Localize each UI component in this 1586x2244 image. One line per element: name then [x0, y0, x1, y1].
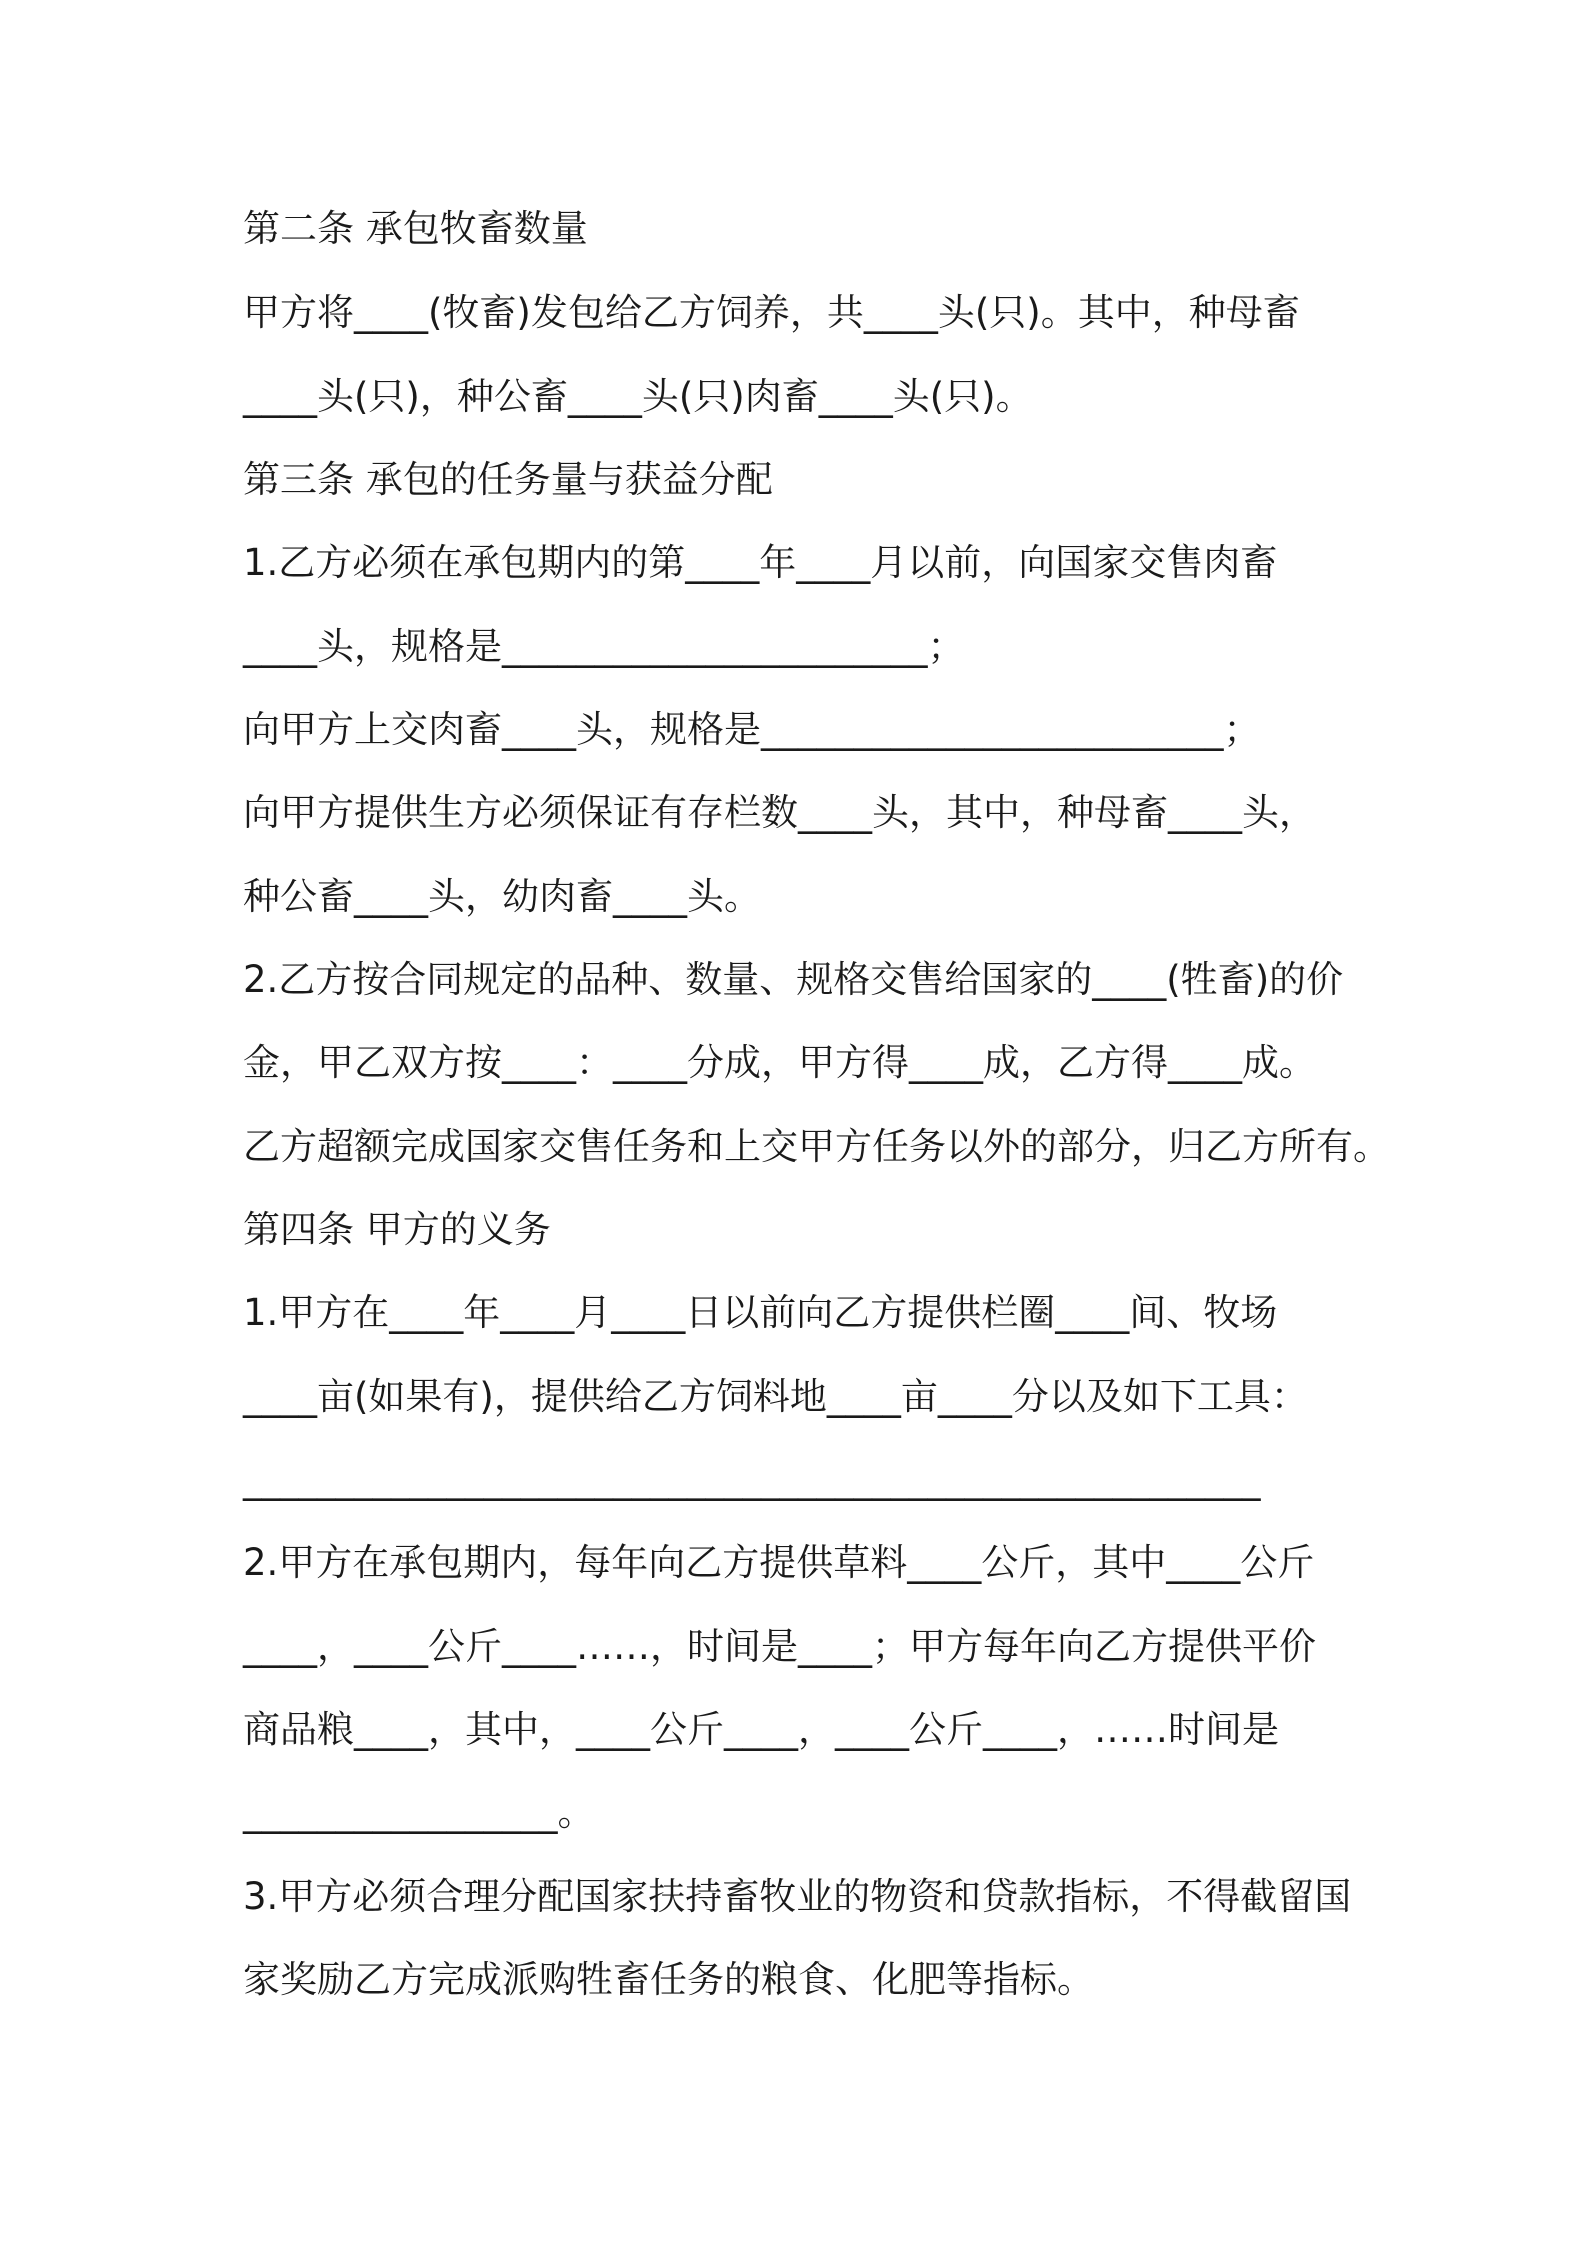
article-4-heading: 第四条 甲方的义务	[243, 1208, 551, 1251]
article-3-item-1-line-3: 向甲方上交肉畜____头，规格是_________________________；	[243, 708, 1261, 751]
article-3-item-2-line-1: 2.乙方按合同规定的品种、数量、规格交售给国家的____(牲畜)的价	[243, 958, 1344, 1001]
article-4-item-2-line-1: 2.甲方在承包期内，每年向乙方提供草料____公斤，其中____公斤	[243, 1541, 1315, 1584]
article-4-item-1-line-1: 1.甲方在____年____月____日以前向乙方提供栏圈____间、牧场	[243, 1291, 1278, 1334]
article-3-item-2-line-3: 乙方超额完成国家交售任务和上交甲方任务以外的部分，归乙方所有。	[243, 1125, 1390, 1168]
article-3-item-2-line-2: 金，甲乙双方按____：____分成，甲方得____成，乙方得____成。	[243, 1041, 1316, 1084]
article-3-item-1-line-5: 种公畜____头，幼肉畜____头。	[243, 875, 761, 918]
article-4-item-1-line-2: ____亩(如果有)，提供给乙方饲料地____亩____分以及如下工具：	[243, 1375, 1308, 1418]
article-3-heading: 第三条 承包的任务量与获益分配	[243, 458, 773, 501]
article-4-item-1-blank-line: _______________________________________________________	[243, 1458, 1261, 1501]
article-3-item-1-line-1: 1.乙方必须在承包期内的第____年____月以前，向国家交售肉畜	[243, 541, 1278, 584]
article-4-item-2-line-2: ____，____公斤____……，时间是____；甲方每年向乙方提供平价	[243, 1625, 1316, 1668]
article-2-text-line-1: 甲方将____(牧畜)发包给乙方饲养，共____头(只)。其中，种母畜	[243, 291, 1300, 334]
article-4-item-3-line-1: 3.甲方必须合理分配国家扶持畜牧业的物资和贷款指标，不得截留国	[243, 1875, 1352, 1918]
article-3-item-1-line-4: 向甲方提供生方必须保证有存栏数____头，其中，种母畜____头，	[243, 791, 1316, 834]
article-4-item-3-line-2: 家奖励乙方完成派购牲畜任务的粮食、化肥等指标。	[243, 1958, 1094, 2001]
article-2-heading: 第二条 承包牧畜数量	[243, 207, 588, 250]
article-4-item-2-line-4: _________________。	[243, 1791, 595, 1834]
article-3-item-1-line-2: ____头，规格是_______________________；	[243, 625, 965, 668]
article-4-item-2-line-3: 商品粮____，其中，____公斤____，____公斤____，……时间是	[243, 1708, 1279, 1751]
article-2-text-line-2: ____头(只)，种公畜____头(只)肉畜____头(只)。	[243, 375, 1033, 418]
